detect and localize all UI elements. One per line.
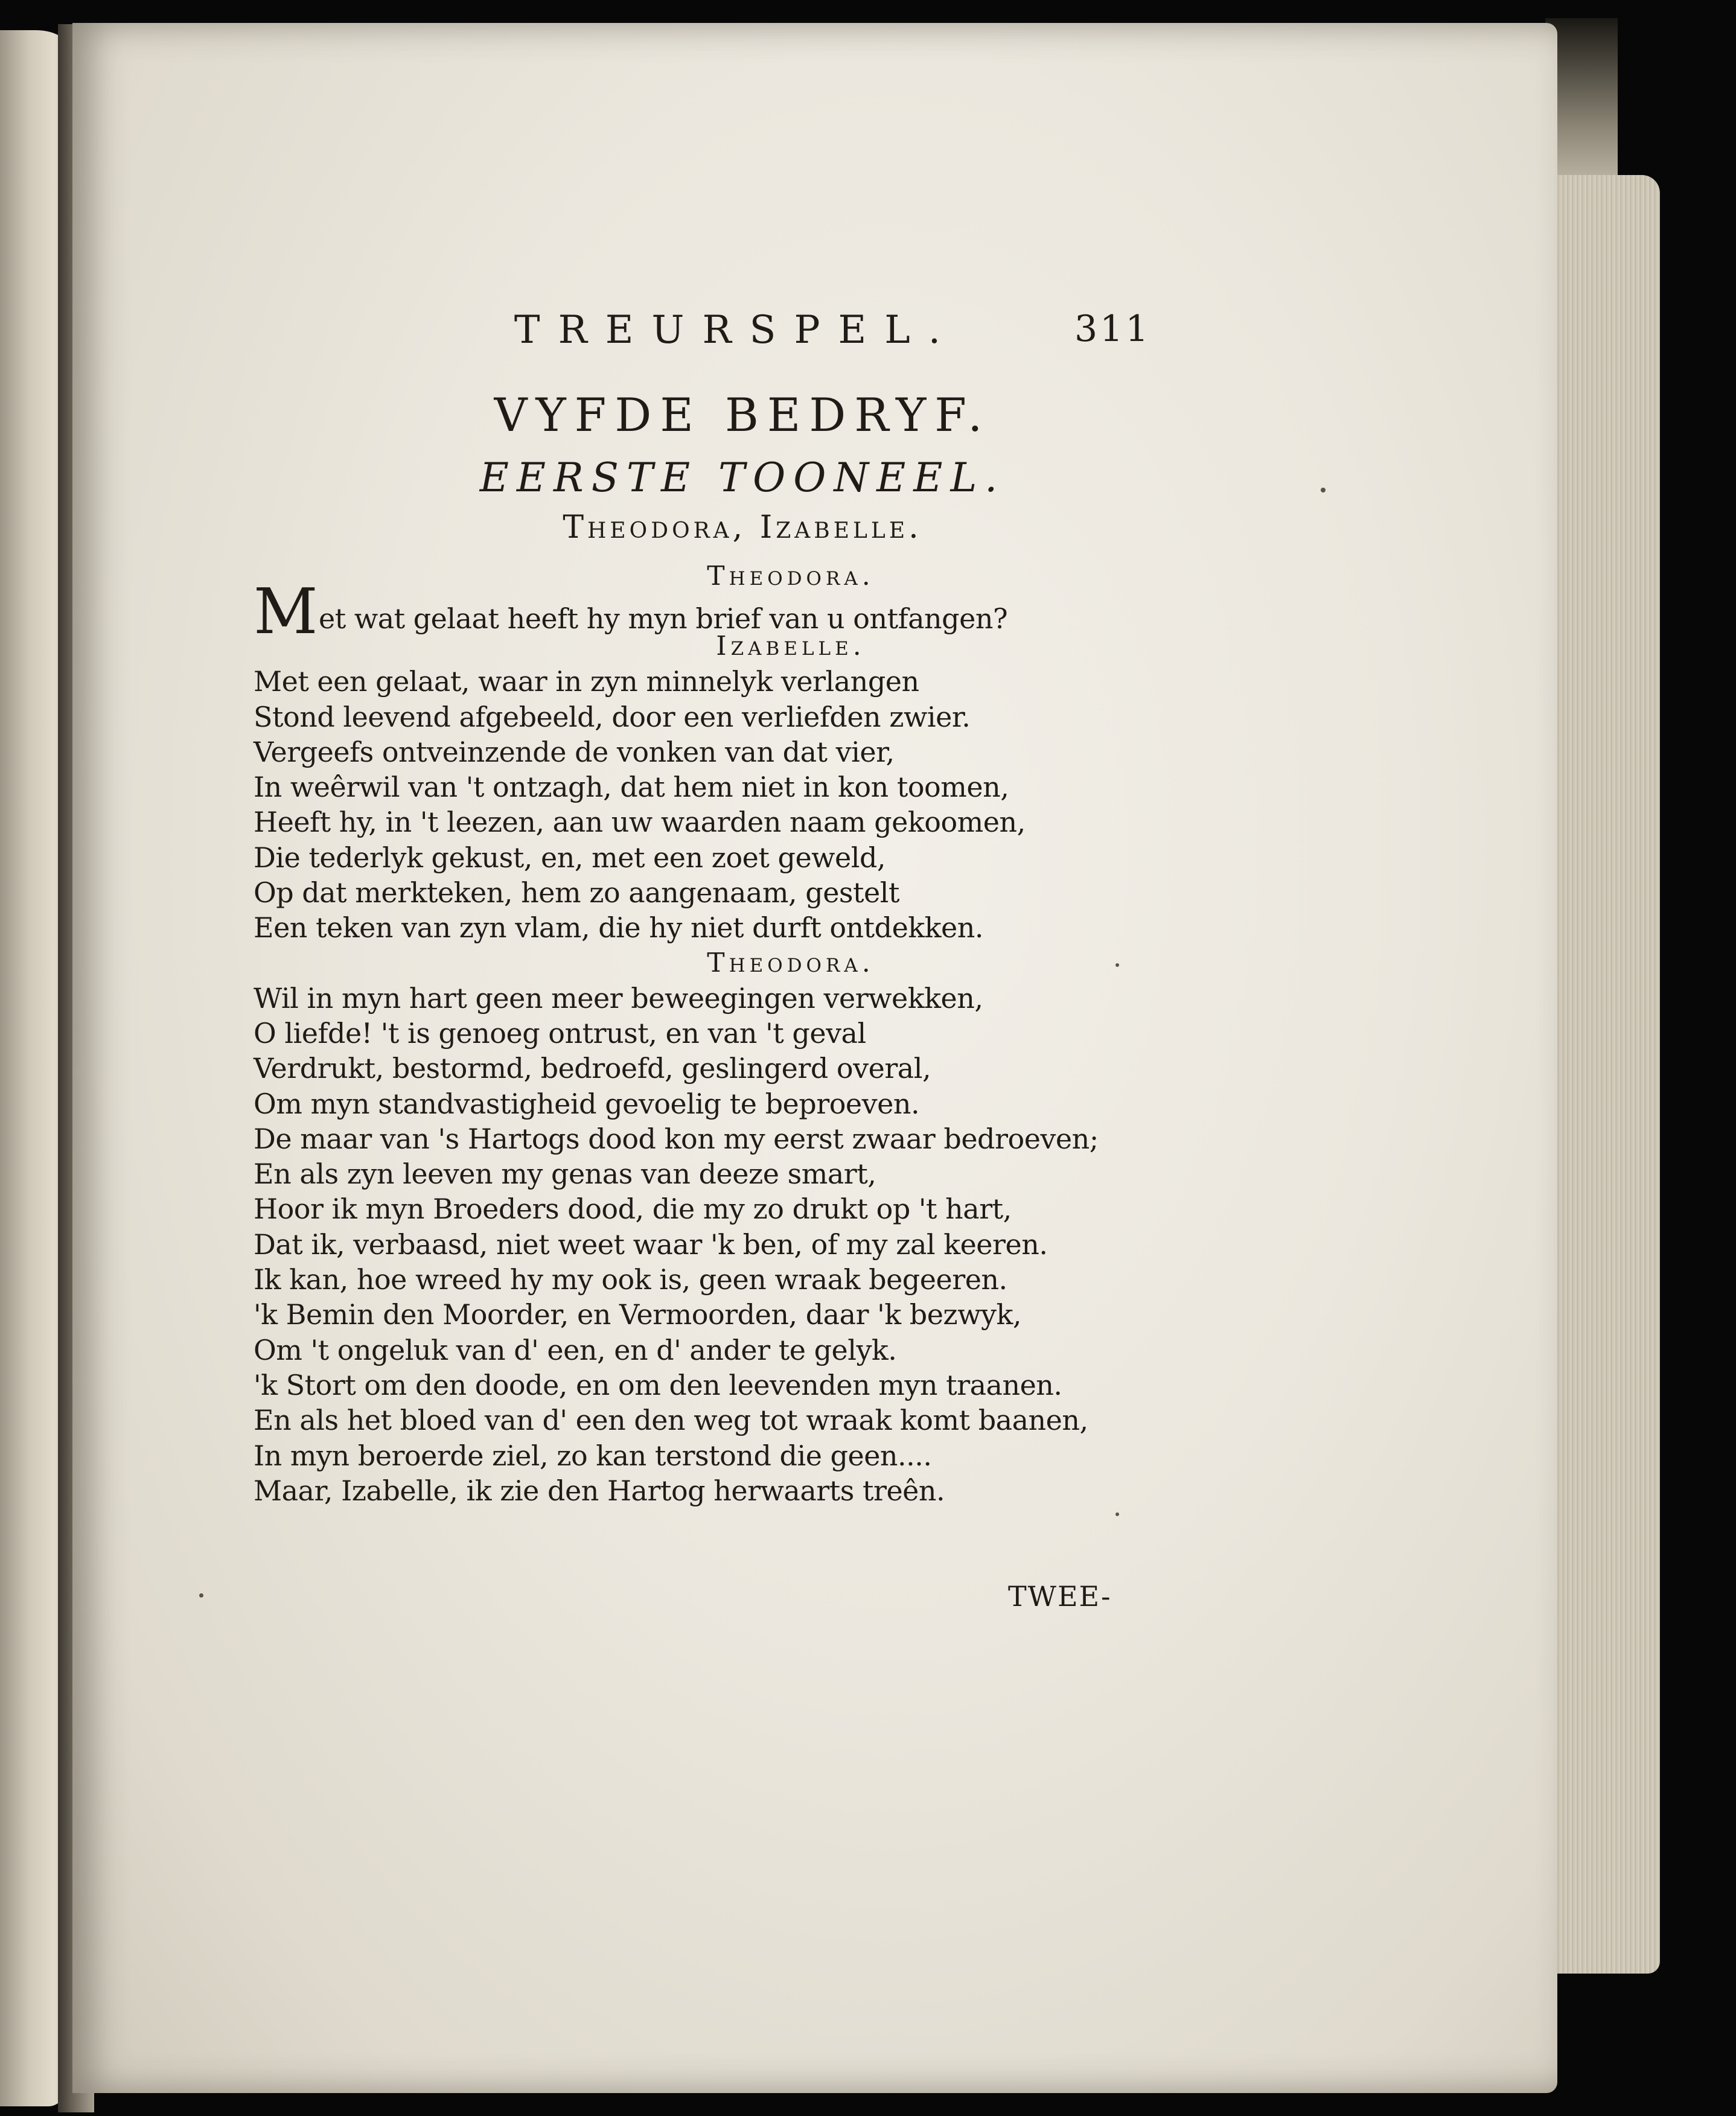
paper-spot [1115, 963, 1119, 967]
speaker-name: Theodora. [707, 947, 875, 978]
page-edges-stack [1545, 175, 1660, 1974]
verse-line: En als zyn leeven my genas van deeze smart, [254, 1158, 876, 1191]
page-text [72, 23, 1557, 2093]
verse-line: Ik kan, hoe wreed hy my ook is, geen wraak begeeren. [254, 1263, 1007, 1296]
verse-line: Heeft hy, in 't leezen, aan uw waarden naam gekoomen, [254, 806, 1026, 839]
paper-spot [199, 1593, 203, 1598]
verse-line: Dat ik, verbaasd, niet weet waar 'k ben, of my zal keeren. [254, 1228, 1048, 1261]
verse-line: 'k Stort om den doode, en om den leevenden myn traanen. [254, 1368, 1062, 1401]
verse-line: Die tederlyk gekust, en, met een zoet geweld, [254, 841, 886, 874]
verse-line: Maar, Izabelle, ik zie den Hartog herwaarts treên. [254, 1474, 945, 1507]
verse-line: Om myn standvastigheid gevoelig te beproeven. [254, 1087, 920, 1120]
verse-line: Verdrukt, bestormd, bedroefd, geslingerd overal, [254, 1052, 931, 1085]
verse-line: Stond leevend afgebeeld, door een verliefden zwier. [254, 700, 971, 733]
paper-spot [1321, 488, 1326, 492]
verse-line: Om 't ongeluk van d' een, en d' ander te gelyk. [254, 1333, 897, 1366]
verse-line: 'k Bemin den Moorder, en Vermoorden, daar 'k bezwyk, [254, 1298, 1022, 1331]
drop-cap: M [254, 575, 318, 648]
verse-line: Wil in myn hart geen meer beweegingen verwekken, [254, 981, 983, 1015]
act-title: VYFDE BEDRYF. [494, 388, 991, 442]
catchword: TWEE- [1008, 1580, 1112, 1613]
speaker-name: Theodora. [707, 561, 875, 591]
book-page [72, 23, 1557, 2093]
verse-line: En als het bloed van d' een den weg tot wraak komt baanen, [254, 1404, 1088, 1437]
verse-line: O liefde! 't is genoeg ontrust, en van 't geval [254, 1016, 866, 1050]
cast-list: Theodora, Izabelle. [563, 509, 922, 546]
verse-line: In weêrwil van 't ontzagh, dat hem niet in kon toomen, [254, 771, 1009, 804]
verse-line: Een teken van zyn vlam, die hy niet durft ontdekken. [254, 911, 984, 945]
verse-line: De maar van 's Hartogs dood kon my eerst zwaar bedroeven; [254, 1122, 1099, 1155]
scene-title: EERSTE TOONEEL. [479, 454, 1006, 501]
speaker-name: Izabelle. [716, 631, 866, 662]
verse-line: Met een gelaat, waar in zyn minnelyk verlangen [254, 665, 919, 698]
verse-line: Hoor ik myn Broeders dood, die my zo drukt op 't hart, [254, 1193, 1012, 1226]
verse-block [254, 559, 1280, 1508]
verse-line-text: et wat gelaat heeft hy myn brief van u ontfangen? [319, 602, 1008, 635]
paper-spot [1115, 1512, 1119, 1516]
verse-line: Op dat merkteken, hem zo aangenaam, gestelt [254, 876, 899, 910]
verse-line: In myn beroerde ziel, zo kan terstond die geen.... [254, 1439, 932, 1472]
page-number: 311 [1074, 308, 1151, 350]
running-head-title: TREURSPEL. [514, 308, 959, 352]
verse-line: Vergeefs ontveinzende de vonken van dat vier, [254, 735, 895, 768]
